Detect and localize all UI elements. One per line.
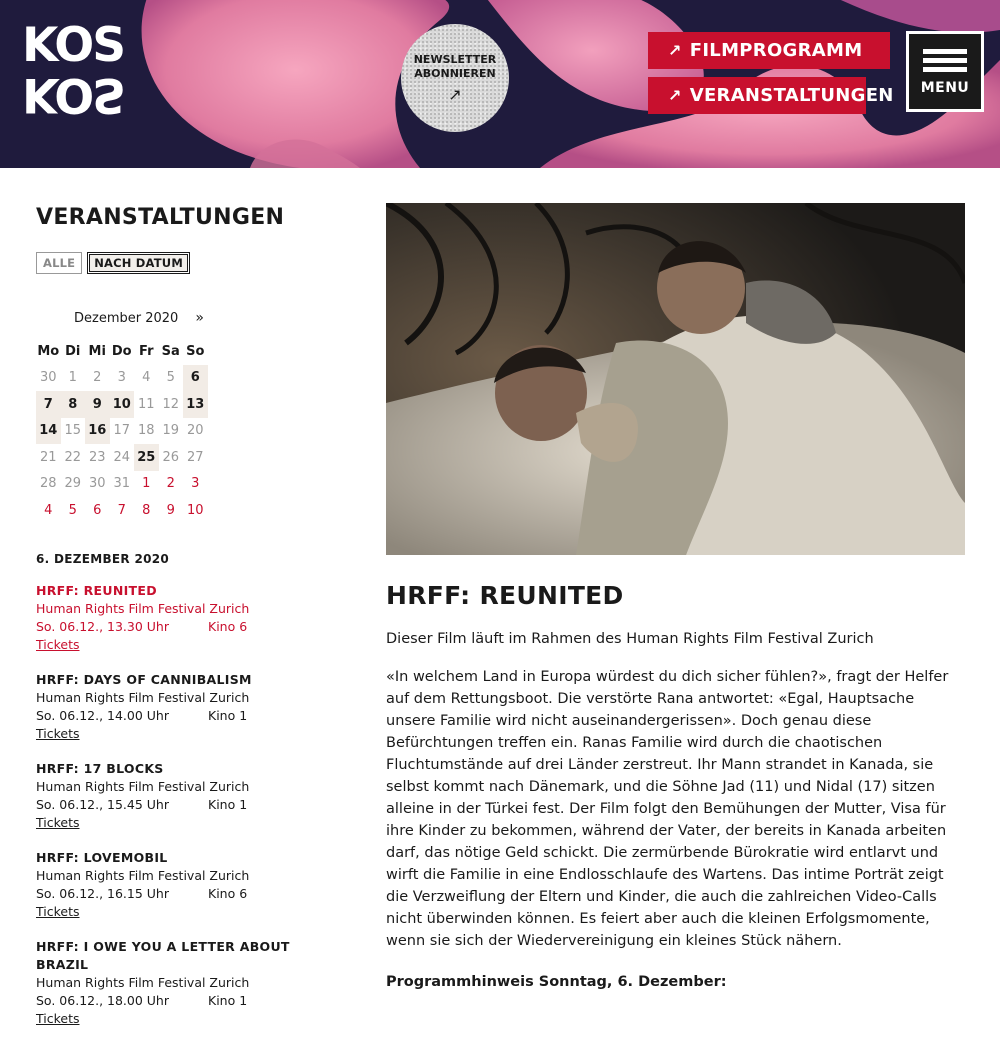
event-series: Human Rights Film Festival Zurich [36, 779, 250, 794]
event-item [36, 582, 336, 654]
event-title[interactable]: HRFF: LOVEMOBIL [36, 850, 168, 865]
weekday-header: Mo [37, 343, 60, 359]
event-venue: Kino 6 [208, 886, 248, 901]
calendar-day: 22 [64, 449, 82, 465]
nav-veranstaltungen-button[interactable] [648, 77, 894, 114]
event-venue: Kino 1 [208, 993, 248, 1008]
calendar-day: 1 [68, 370, 77, 386]
calendar-day[interactable]: 6 [93, 502, 102, 518]
event-item [36, 938, 336, 1028]
calendar-day: 21 [39, 449, 57, 465]
calendar-day: 24 [113, 449, 131, 465]
calendar-day[interactable]: 1 [142, 476, 151, 492]
event-item [36, 760, 336, 832]
calendar-day: 4 [142, 370, 151, 386]
arrow-up-right-icon: ↗ [668, 86, 682, 105]
event-title[interactable]: HRFF: DAYS OF CANNIBALISM [36, 672, 252, 687]
event-datetime: So. 06.12., 18.00 Uhr [36, 993, 169, 1008]
calendar-day-event[interactable]: 10 [110, 391, 135, 418]
calendar-day: 23 [88, 449, 106, 465]
event-meta [36, 618, 336, 636]
event-datetime: So. 06.12., 14.00 Uhr [36, 708, 169, 723]
calendar-day-event[interactable]: 16 [85, 418, 110, 445]
calendar-header [36, 308, 210, 332]
tickets-link[interactable]: Tickets [36, 726, 80, 741]
event-datetime: So. 06.12., 13.30 Uhr [36, 619, 169, 634]
event-datetime: So. 06.12., 15.45 Uhr [36, 797, 169, 812]
calendar-day[interactable]: 4 [44, 502, 53, 518]
event-list [36, 582, 336, 1045]
calendar-day[interactable]: 2 [166, 476, 175, 492]
program-note-heading: Programmhinweis Sonntag, 6. Dezember: [386, 974, 727, 990]
calendar-day: 20 [186, 423, 204, 439]
filter-by-date[interactable]: NACH DATUM [87, 252, 190, 274]
logo-top: KOS [22, 18, 125, 73]
calendar [36, 308, 210, 524]
hamburger-icon [923, 67, 967, 72]
nav-veranstaltungen-label: VERANSTALTUNGEN [689, 85, 894, 106]
calendar-day: 26 [162, 449, 180, 465]
film-still-image [386, 203, 965, 555]
event-datetime: So. 06.12., 16.15 Uhr [36, 886, 169, 901]
calendar-month: Dezember 2020 [74, 311, 179, 326]
calendar-day[interactable]: 3 [191, 476, 200, 492]
calendar-day-event[interactable]: 8 [61, 391, 86, 418]
calendar-day-event[interactable]: 13 [183, 391, 208, 418]
event-venue: Kino 6 [208, 619, 248, 634]
tickets-link[interactable]: Tickets [36, 904, 80, 919]
calendar-day: 30 [88, 476, 106, 492]
hamburger-icon [923, 58, 967, 63]
event-meta [36, 796, 336, 814]
event-meta [36, 707, 336, 725]
next-month-button[interactable]: » [195, 310, 204, 326]
weekday-header: Di [65, 343, 81, 359]
event-title[interactable]: HRFF: I OWE YOU A LETTER ABOUT BRAZIL [36, 939, 290, 972]
calendar-day: 3 [117, 370, 126, 386]
calendar-day: 11 [137, 396, 155, 412]
calendar-day: 19 [162, 423, 180, 439]
calendar-day: 17 [113, 423, 131, 439]
newsletter-subscribe-button[interactable] [401, 24, 509, 132]
calendar-day[interactable]: 8 [142, 502, 151, 518]
kosmos-logo[interactable] [22, 18, 144, 122]
calendar-day[interactable]: 7 [117, 502, 126, 518]
nav-filmprogramm-label: FILMPROGRAMM [689, 40, 863, 61]
event-date-heading: 6. DEZEMBER 2020 [36, 552, 170, 566]
event-venue: Kino 1 [208, 708, 248, 723]
event-title[interactable]: HRFF: REUNITED [36, 583, 157, 598]
arrow-up-right-icon: ↗ [448, 84, 462, 104]
event-item [36, 671, 336, 743]
calendar-day-event[interactable]: 14 [36, 418, 61, 445]
calendar-day: 5 [166, 370, 175, 386]
calendar-day[interactable]: 9 [166, 502, 175, 518]
filter-all[interactable]: ALLE [36, 252, 82, 274]
weekday-header: Fr [139, 343, 154, 359]
event-series: Human Rights Film Festival Zurich [36, 868, 250, 883]
calendar-day[interactable]: 5 [68, 502, 77, 518]
tickets-link[interactable]: Tickets [36, 1011, 80, 1026]
nav-filmprogramm-button[interactable] [648, 32, 890, 69]
calendar-day-event[interactable]: 9 [85, 391, 110, 418]
calendar-day[interactable]: 10 [186, 502, 204, 518]
calendar-day: 18 [137, 423, 155, 439]
calendar-day: 30 [39, 370, 57, 386]
calendar-day: 28 [39, 476, 57, 492]
calendar-day: 29 [64, 476, 82, 492]
event-title[interactable]: HRFF: 17 BLOCKS [36, 761, 164, 776]
tickets-link[interactable]: Tickets [36, 637, 80, 652]
film-intro: Dieser Film läuft im Rahmen des Human Rights Film Festival Zurich [386, 631, 874, 647]
menu-label: MENU [920, 80, 970, 96]
weekday-header: Do [111, 343, 132, 359]
calendar-day-event[interactable]: 6 [183, 365, 208, 392]
event-meta [36, 992, 336, 1010]
calendar-day: 27 [186, 449, 204, 465]
event-item [36, 849, 336, 921]
weekday-header: So [186, 343, 205, 359]
calendar-day: 2 [93, 370, 102, 386]
calendar-day: 15 [64, 423, 82, 439]
weekday-header: Sa [161, 343, 180, 359]
site-header [0, 0, 1000, 168]
filter-tabs [36, 252, 190, 274]
logo-bottom-mirrored: KOS [22, 67, 125, 122]
calendar-day: 12 [162, 396, 180, 412]
film-description: «In welchem Land in Europa würdest du dich sicher fühlen?», fragt der Helfer auf dem Rettungsboot. Die verstörte Rana antwortet: «Egal, Hauptsache unsere Familie wird nicht auseinandergerissen». Doch genau diese Befürchtungen treffen ein. Ranas Familie wird durch die chaotischen Fluchtumstände auf drei Länder zerstreut. Ihr Mann strandet in Kanada, sie selbst kommt nach Dänemark, und die Söhne Jad (11) und Nidal (17) sitzen alleine in der Türkei fest. Der Film folgt den Bemühungen der Mutter, Visa für ihre Kinder zu bekommen, während der Vater, der bereits in Kanada arbeiten darf, das nötige Geld schickt. Die zermürbende Bürokratie wird entlarvt und wirft die Familie in eine Endlosschlaufe des Wartens. Das intime Porträt zeigt die Verzweiflung der Eltern und Kinder, die auch die zahlreichen Video-Calls nicht überwinden können. Es feiert aber auch die kleinen Erfolgsmomente, wenn sie sich der Wiedervereinigung ein kleines Stück nähern. [386, 669, 949, 949]
calendar-day-event[interactable]: 25 [134, 444, 159, 471]
calendar-day-event[interactable]: 7 [36, 391, 61, 418]
film-title: HRFF: REUNITED [386, 581, 624, 610]
tickets-link[interactable]: Tickets [36, 815, 80, 830]
weekday-header: Mi [88, 343, 106, 359]
event-venue: Kino 1 [208, 797, 248, 812]
arrow-up-right-icon: ↗ [668, 41, 682, 60]
calendar-day: 31 [113, 476, 131, 492]
newsletter-label: NEWSLETTER ABONNIEREN [413, 52, 497, 80]
main-content [386, 203, 966, 990]
event-series: Human Rights Film Festival Zurich [36, 975, 250, 990]
event-series: Human Rights Film Festival Zurich [36, 601, 250, 616]
section-title: VERANSTALTUNGEN [36, 205, 285, 230]
calendar-grid [36, 338, 210, 524]
event-meta [36, 885, 336, 903]
menu-button[interactable] [906, 31, 984, 112]
event-series: Human Rights Film Festival Zurich [36, 690, 250, 705]
hamburger-icon [923, 49, 967, 54]
